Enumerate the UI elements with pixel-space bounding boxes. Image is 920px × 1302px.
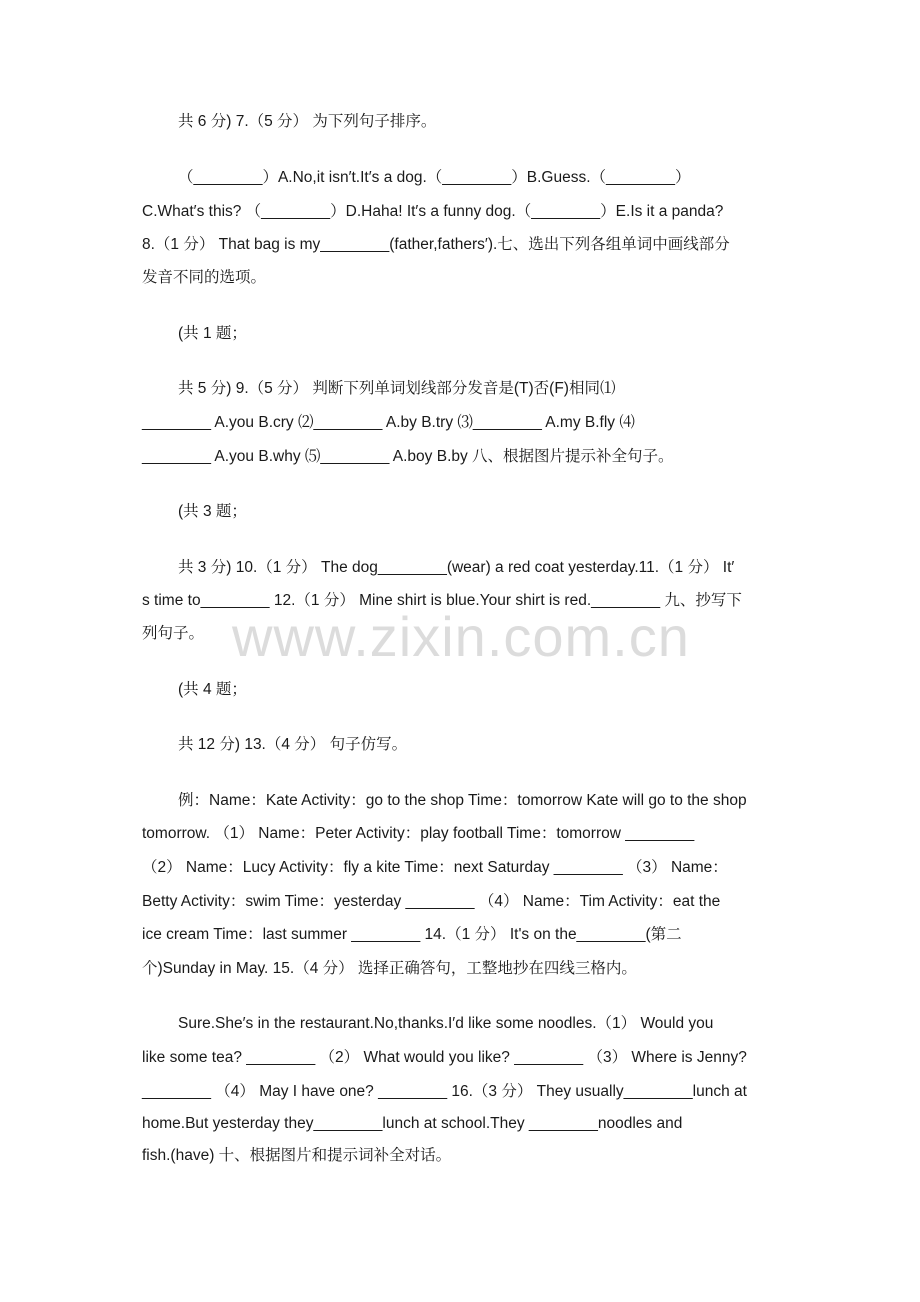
text-line: Sure.She′s in the restaurant.No,thanks.I′d like some noodles.（1） Would you [178,1015,714,1032]
text-line: （2） Name：Lucy Activity：fly a kite Time：next Saturday ________ （3） Name： [142,859,728,876]
text-line: s time to________ 12.（1 分） Mine shirt is blue.Your shirt is red.________ 九、抄写下 [142,592,742,609]
text-line: 例：Name：Kate Activity：go to the shop Time：tomorrow Kate will go to the shop [178,792,747,809]
text-line: 发音不同的选项。 [142,269,267,286]
text-line: Betty Activity：swim Time：yesterday ________ （4） Name：Tim Activity：eat the [142,893,721,910]
text-line: C.What′s this? （________）D.Haha! It′s a funny dog.（________）E.Is it a panda? [142,203,724,220]
text-line: 列句子。 [142,625,205,642]
text-line: （________）A.No,it isn′t.It′s a dog.（________）B.Guess.（________） [178,169,691,186]
watermark: www.zixin.com.cn [232,605,690,668]
text-line: 共 6 分) 7.（5 分） 为下列句子排序。 [178,113,437,130]
text-line: home.But yesterday they________lunch at school.They ________noodles and [142,1115,683,1132]
text-line: ________ A.you B.cry ⑵________ A.by B.try ⑶________ A.my B.fly ⑷ [142,414,635,431]
text-line: 共 12 分) 13.（4 分） 句子仿写。 [178,736,408,753]
text-line: ice cream Time：last summer ________ 14.（1 分） It's on the________(第二 [142,926,682,943]
text-line: (共 4 题； [178,681,247,698]
text-line: ________ （4） May I have one? ________ 16.（3 分） They usually________lunch at [142,1083,747,1100]
text-line: 共 3 分) 10.（1 分） The dog________(wear) a red coat yesterday.11.（1 分） It′ [178,559,735,576]
text-line: (共 1 题； [178,325,247,342]
text-line: (共 3 题； [178,503,247,520]
text-line: 8.（1 分） That bag is my________(father,fathers′).七、选出下列各组单词中画线部分 [142,236,730,253]
text-line: 共 5 分) 9.（5 分） 判断下列单词划线部分发音是(T)否(F)相同⑴ [178,380,616,397]
text-line: like some tea? ________ （2） What would you like? ________ （3） Where is Jenny? [142,1049,747,1066]
text-line: 个)Sunday in May. 15.（4 分） 选择正确答句，工整地抄在四线三格内。 [142,960,637,977]
text-line: tomorrow. （1） Name：Peter Activity：play football Time：tomorrow ________ [142,825,695,842]
text-line: fish.(have) 十、根据图片和提示词补全对话。 [142,1147,452,1164]
text-line: ________ A.you B.why ⑸________ A.boy B.by 八、根据图片提示补全句子。 [142,448,674,465]
